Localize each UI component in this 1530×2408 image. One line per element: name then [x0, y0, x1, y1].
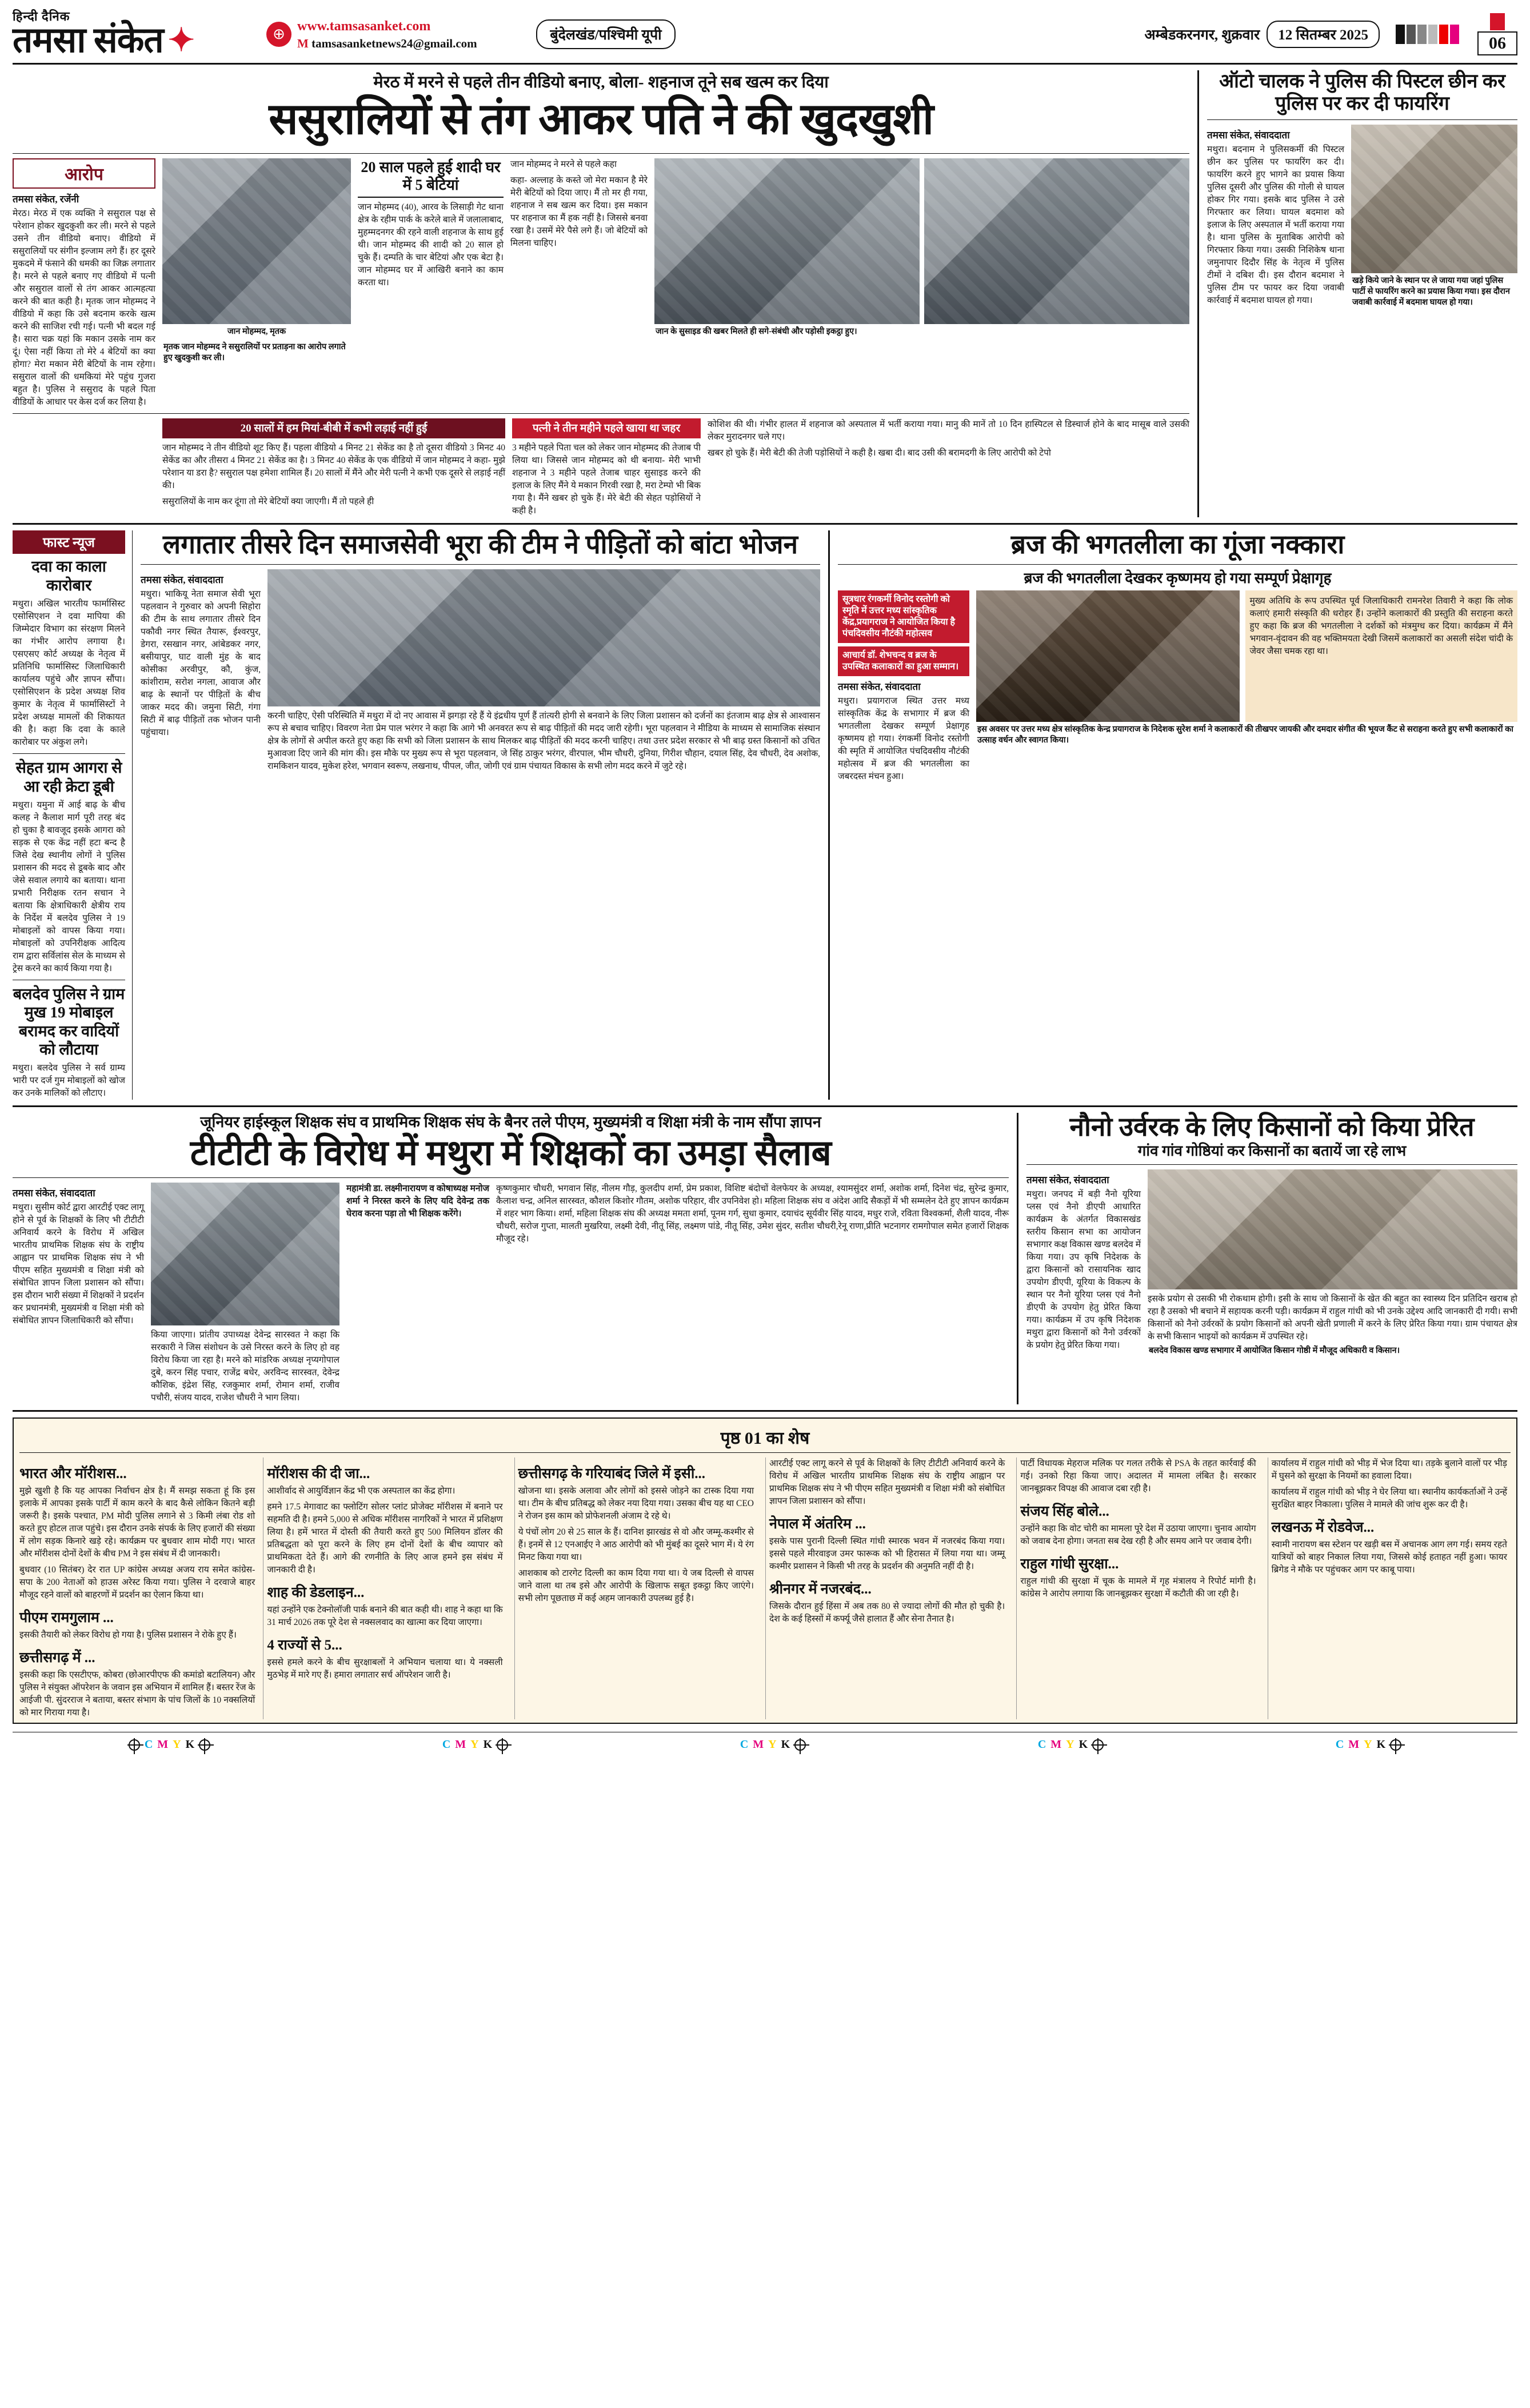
cmyk-k: K: [781, 1738, 790, 1751]
jump-column: [1016, 1457, 1259, 1719]
teachers-side-head: महामंत्री डा. लक्ष्मीनारायण व कोषाध्यक्ष मनोज शर्मा ने निरस्त करने के लिए यदि देवेन्द्र तक घेराव करना पड़ा तो भी शिक्षक करेंगे।: [346, 1184, 489, 1219]
cmyk-k: K: [483, 1738, 493, 1751]
fast-news-item1-body: मथुरा। अखिल भारतीय फार्मासिस्ट एसोसिएशन ने दवा मापिया की जिम्मेदार विभाग का संरक्षण मिलने का गंभीर आरोप लगाया है। एसएसए कोर्ट अध्यक्ष के नेतृत्व में प्रतिनिधि फार्मासिस्ट जिलाधिकारी कार्यालय पहुंचे और ज्ञापन सौंपा। एसोसिएशन के प्रदेश अध्यक्ष शिव कुमार के नेतृत्व में फार्मासिस्टों ने प्रदेश अध्यक्ष मामलों की शिकायत की है। कहा कि दवा के काले कारोबार पर अंकुश लगे।: [13, 599, 125, 748]
jump-paragraph: स्वामी नारायण बस स्टेशन पर खड़ी बस में अचानक आग लग गई। समय रहते यात्रियों को बाहर निकाल लिया गया, जिससे कोई हताहत नहीं हुआ। फायर ब्रिगेड ने मौके पर पहुंचकर आग पर काबू पाया।: [1271, 1540, 1507, 1575]
teachers-photo-caption: किया जाएगा। प्रांतीय उपाध्यक्ष देवेन्द्र सारस्वत ने कहा कि सरकारी ने जिस संशोधन के उसे निरस्त करने के लिए हो वह विरोध किया जा रहा है। मरने को मांडरिक अध्यक्ष नृप्यगोपाल दुबे, करन सिंह पचार, राजेंद्र बधेर, अरविन्द सारस्वत, देवेन्द्र कौशिक, इंद्रेश सिंह, रजकुमार शर्मा, रोमान शर्मा, राजीव पचौरी, संजय यादव, राजेश चौधरी ने भाग लिया।: [151, 1330, 339, 1403]
lead-sub4-badge: पत्नी ने तीन महीने पहले खाया था जहर: [512, 418, 701, 439]
page-number: 06: [1477, 31, 1517, 55]
cmyk-k: K: [185, 1738, 195, 1751]
band-three: [13, 1113, 1517, 1404]
teachers-story: [13, 1113, 1018, 1404]
fertilizer-byline: तमसा संकेत, संवाददाता: [1026, 1175, 1109, 1186]
jump-paragraph: बुधवार (10 सितंबर) देर रात UP कांग्रेस अध्यक्ष अजय राय समेत कांग्रेस-सपा के 200 नेताओं को हाउस अरेस्ट किया गया। पुलिस ने दरवाजे बाहर मौजूद रहने वालों को बाहरणों में प्रदर्शन का ऐलान किया था।: [19, 1565, 255, 1600]
cmyk-group: [129, 1738, 210, 1751]
secondary-photo-caption: खड़े किये जाने के स्थान पर ले जाया गया जहां पुलिस पार्टी से फायरिंग करने का प्रयास किया गया। इस दौरान जवाबी कार्रवाई में बदमाश घायल हो गया।: [1352, 276, 1510, 308]
page-number-block: [1477, 13, 1517, 55]
cmyk-c: C: [1335, 1738, 1344, 1751]
band-two: [13, 530, 1517, 1100]
teachers-headline: टीटीटी के विरोध में मथुरा में शिक्षकों का उमड़ा सैलाब: [190, 1134, 832, 1173]
jump-heading: मॉरीशस की दी जा...: [267, 1466, 370, 1482]
jump-heading: भारत और मॉरीशस...: [19, 1466, 127, 1482]
lead-sub3-tail: ससुरालियों के नाम कर दूंगा तो मेरे बेटियों क्या जाएगी। मैं तो पहले ही: [162, 497, 374, 507]
jump-title: पृष्ठ 01 का शेष: [720, 1429, 810, 1448]
cmyk-c: C: [740, 1738, 749, 1751]
braj-badge-2: आचार्य डॉ. शेभचन्द व ब्रज के उपस्थित कलाकारों का हुआ सम्मान।: [838, 646, 969, 676]
fast-news-rail: [13, 530, 133, 1100]
top-section: [13, 70, 1517, 517]
fertilizer-story: [1018, 1113, 1517, 1404]
cmyk-group: [442, 1738, 508, 1751]
braj-story: [830, 530, 1517, 1100]
mail-icon: M: [297, 37, 309, 51]
jump-column: [263, 1457, 506, 1719]
email-link[interactable]: tamsasanketnews24@gmail.com: [311, 37, 477, 51]
registration-mark-icon: [794, 1739, 806, 1751]
jump-paragraph: आशकाब को टारगेट दिल्ली का काम दिया गया था। ये जब दिल्ली से वापस जाने वाला था तब इसे और आरोपी के खिलाफ सबूत इकट्ठा किए जाएंगे। सभी लोग पूछताछ में कई अहम जानकारी उपलब्ध हुई है।: [518, 1568, 754, 1604]
teachers-kicker: जूनियर हाईस्कूल शिक्षक संघ व प्राथमिक शिक्षक संघ के बैनर तले पीएम, मुख्यमंत्री व शिक्षा मंत्री के नाम सौंपा ज्ञापन: [200, 1113, 821, 1131]
cmyk-m: M: [1050, 1738, 1062, 1751]
teachers-photo: [151, 1183, 339, 1325]
date-label: 12 सितम्बर 2025: [1267, 21, 1380, 48]
fast-news-title: फास्ट न्यूज: [13, 530, 125, 554]
jump-column: [1268, 1457, 1511, 1719]
fast-news-item3-body: मथुरा। बलदेव पुलिस ने सर्व ग्राम्य भारी पर दर्ज गुम मोबाइलों को खोज कर उनके मालिकों को लौटाए।: [13, 1063, 125, 1099]
braj-badge-1: सूत्रधार रंगकर्मी विनोद रस्तोगी को स्मृति में उत्तर मध्य सांस्कृतिक केंद्र,प्रयागराज ने आयोजित किया है पंचदिवसीय नौटंकी महोत्सव: [838, 590, 969, 643]
lead-headline: ससुरालियों से तंग आकर पति ने की खुदखुशी: [269, 95, 933, 143]
jump-paragraph: मुझे खुशी है कि यह आपका निर्वाचन क्षेत्र है। मैं समझ सकता हूं कि इस इलाके में आपका इसके पार्टी में काम करने के बाद कैसे लोकिन कितने बड़ी जरूरी है। इसके पश्चात, PM मोदी पुलिस लगाने से 3 किमी लंबा रोड शो करते हुए होटल ताज पहुंचे। इस दौरान उनके संपर्क के लिए हजारों की संख्या में लोग सड़क किनारे खड़े रहे। कार्यक्रम पर बुधवार शाम मोदी गए। भारत और मॉरीशस दोनों देशों के बीच PM ने इस संबंध में दी जानकारी।: [19, 1486, 255, 1559]
masthead: [13, 10, 1517, 65]
lead-tagline: मेरठ में मरने से पहले तीन वीडियो बनाए, बोला- शहनाज तूने सब खत्म कर दिया: [373, 73, 829, 91]
jump-paragraph: जिसके दौरान हुई हिंसा में अब तक 80 से ज्यादा लोगों की मौत हो चुकी है। देश के कई हिस्सों में कर्फ्यू जैसे हालात हैं और सेना तैनात है।: [769, 1602, 1005, 1624]
logo-subtitle: हिन्दी दैनिक: [13, 9, 70, 23]
jump-heading: श्रीनगर में नजरबंद...: [769, 1582, 872, 1598]
jump-paragraph: उन्होंने कहा कि वोट चोरी का मामला पूरे देश में उठाया जाएगा। चुनाव आयोग को जवाब देना होगा। जनता सब देख रही है और समय आने पर जवाब देगी।: [1020, 1524, 1256, 1547]
fast-news-item2-head: सेहत ग्राम आगरा से आ रही क्रेटा डूबी: [15, 759, 122, 795]
logo-title: तमसा संकेत: [13, 21, 163, 60]
jump-paragraph: आरटीई एक्ट लागू करने से पूर्व के शिक्षकों के लिए टीटीटी अनिवार्य करने के विरोध में अखिल भारतीय प्राथमिक शिक्षक संघ के राष्ट्रीय आह्वान पर प्राथमिक शिक्षक संघ ने भी पीएम सहित मुख्यमंत्री व शिक्षा मंत्री को संबोधित ज्ञापन जिला प्रशासन को सौंपा।: [769, 1459, 1005, 1507]
bhoora-headline: लगातार तीसरे दिन समाजसेवी भूरा की टीम ने पीड़ितों को बांटा भोजन: [162, 530, 798, 560]
braj-photo-caption: इस अवसर पर उत्तर मध्य क्षेत्र सांस्कृतिक केन्द्र प्रयागराज के निदेशक सुरेश शर्मा ने कलाकारों की तीखपर जायकी और दमदार संगीत की भूयज कैंट से सराहना करते हुए सभी कलाकारों का उत्साह वर्धन और स्वागत किया।: [977, 725, 1513, 745]
logo-mark-icon: ✦: [167, 23, 194, 58]
flag-icon: [1490, 13, 1505, 30]
braj-body-2: मुख्य अतिथि के रूप उपस्थित पूर्व जिलाधिकारी रामनरेश तिवारी ने कहा कि लोक कलाएं हमारी संस्कृति की धरोहर हैं। उन्होंने कलाकारों की प्रस्तुति की सराहना करते हुए कहा कि ब्रज की भगतलीला ने दर्शकों को मंत्रमुग्ध कर दिया। कार्यक्रम में मैंने भगवान-वृंदावन की वह भक्तिमयता देखी जिसमें कलाकारों का असली संदेश चांदी के जेवर जैसा चमक रहा था।: [1249, 596, 1513, 657]
cmyk-m: M: [753, 1738, 764, 1751]
jump-paragraph: इसकी तैयारी को लेकर विरोध हो गया है। पुलिस प्रशासन ने रोके हुए हैं।: [19, 1630, 237, 1640]
fertilizer-body-2: इसके प्रयोग से उसकी भी रोकथाम होगी। इसी के साथ जो किसानों के खेत की बहुत का स्वास्थ्य दिन प्रतिदिन खराब हो रहा है उसको भी बचाने में सहायक करनी पड़ी। कार्यक्रम में राहुल गांधी को भी उनके उद्देश्य आदि जानकारी दी गयी। सभी किसानों को नैनो उर्वरकों के प्रयोग किसानों को अपनी खेती प्रणाली में करने के लिए प्रेरित किया गया। ग्राम पंचायत क्षेत्र के सभी किसान भाइयों को कार्यक्रम में उपस्थित रहे।: [1148, 1294, 1517, 1342]
fast-news-item1-head: दवा का काला कारोबार: [31, 558, 106, 594]
jump-heading: लखनऊ में रोडवेज...: [1271, 1520, 1375, 1536]
lead-photo1-caption: जान मोहम्मद, मृतक: [227, 326, 286, 336]
jump-heading: संजय सिंह बोले...: [1020, 1504, 1109, 1520]
teachers-byline: तमसा संकेत, संवाददाता: [13, 1188, 95, 1199]
cmyk-c: C: [1037, 1738, 1046, 1751]
jump-paragraph: हमने 17.5 मेगावाट का फ्लोटिंग सोलर प्लांट प्रोजेक्ट मॉरीशस में बनाने पर सहमति दी है। हमने 5,000 से अधिक मॉरीशस नागरिकों ने भारत में प्रशिक्षण लिया है। हमें भारत में दोस्ती की तैयारी करते हुए 500 मिलियन डॉलर की प्रतिबद्धता को पूरा करने के लिए हम दोनों देशों के बीच व्यापार को प्राथमिकता देते हैं। आगे की रणनीति के लिए आज हमने इस संबंध में जानकारी दी है।: [267, 1502, 503, 1575]
jump-heading: पीएम रामगुलाम ...: [19, 1610, 114, 1626]
date-block: [1144, 21, 1380, 48]
lead-sub4-body: 3 महीने पहले पिता चल को लेकर जान मोहम्मद की तेजाब पी लिया था। जिससे जान मोहम्मद को थी बनाया- मेरी भाभी शहनाज ने 3 महीने पहले तेजाब चाहर सुसाइड करने की इलाज के लिए मैंने ये मकान गिरवी रखा है, मरा टेम्पो भी बिक गया है। मैंने खबर हो चुके हैं। मेरे बेटी की सेहत पड़ोसियों ने कही है।: [512, 443, 701, 516]
teachers-body: मथुरा। सुसीम कोर्ट द्वारा आरटीई एक्ट लागू होने से पूर्व के शिक्षकों के लिए भी टीटीटी अनिवार्य करने के विरोध में अखिल भारतीय प्राथमिक शिक्षक संघ के राष्ट्रीय आह्वान पर प्राथमिक शिक्षक संघ ने भी पीएम सहित मुख्यमंत्री व शिक्षा मंत्री को संबोधित ज्ञापन जिला प्रशासन को सौंपा। इस दौरान भारी संख्या में शिक्षकों ने प्रदर्शन कर प्रधानमंत्री, मुख्यमंत्री व शिक्षा मंत्री को संबोधित ज्ञापन जिलाधिकारी को सौंपा।: [13, 1203, 144, 1326]
cmyk-group: [1038, 1738, 1104, 1751]
jump-paragraph: पार्टी विधायक मेहराज मलिक पर गलत तरीके से PSA के तहत कार्रवाई की गई। उनको रिहा किया जाए। अदालत में मामला लंबित है। सरकार जानबूझकर विपक्ष की आवाज दबा रही है।: [1020, 1459, 1256, 1494]
jump-paragraph: यहां उन्होंने एक टेक्नोलॉजी पार्क बनाने की बात कही थी। शाह ने कहा था कि 31 मार्च 2026 तक पूरे देश से नक्सलवाद का खात्मा कर दिया जाएगा।: [267, 1605, 503, 1628]
contact-block: [266, 17, 512, 52]
teachers-names: कृष्णकुमार चौधरी, भगवान सिंह, नीलम गौड़, कुलदीप शर्मा, प्रेम प्रकाश, विशिष्ट बंदोचों वेलफेयर के अध्यक्ष, श्यामसुंदर शर्मा, अशोक शर्मा, दिनेश चंद्र, सुरेन्द्र कुमार, कैलाश चन्द्र, अनिल सारस्वत, कौशल किशोर गौतम, अशोक परिहार, वीर उपनिवेश हो। महिला शिक्षक संघ व अंदेश आदि सैकड़ों में भी सम्मलेन देते हुए ज्ञापन कार्यक्रम में शहर भाग किया। शर्मा, महिला शिक्षक संघ की अध्यक्ष ममता शर्मा, पूनम गर्ग, सुधा कुमार, दयाचंद सूर्यवीर सिंह यादव, मधुर राजे, रविता विश्वकर्मा, शैली यादव, नीरू चौधरी, सरोज गुप्ता, मालती मुखरिया, लक्ष्मी देवी, नीतू सिंह, लक्ष्मण पांडे, नीतू सिंह, उमेश सुंदर, सतीश चौधरी,रेनू राणा,प्रीति भटनागर रामगोपाल समेत हजारों शिक्षक मौजूद रहे।: [496, 1184, 1009, 1244]
cmyk-y: Y: [173, 1738, 181, 1751]
website-link[interactable]: www.tamsasanket.com: [297, 18, 431, 34]
cmyk-y: Y: [1066, 1738, 1074, 1751]
braj-body-1: मथुरा। प्रयागराज स्थित उत्तर मध्य सांस्कृतिक केंद्र के सभागार में ब्रज की भगतलीला देखकर सम्पूर्ण प्रेक्षागृह कृष्णमय हो गया। रंगकर्मी विनोद रस्तोगी की स्मृति में आयोजित पंचदिवसीय नौटंकी महोत्सव में ब्रज की भगतलीला का जबरदस्त मंचन हुआ।: [838, 696, 969, 782]
lead-sub2-body: कहा- अल्लाह के कस्ते जो मेरा मकान है मेरे मेरी बेटियों को दिया जाए। मैं तो मर ही गया, शहनाज ने सब खत्म कर दिया। इस मकान पर शहनाज का मैं हक नहीं है। जिससे बनवा रखा है। उसमें मेरे पैसे लगे हैं। जो बेटियों को मिलना चाहिए।: [510, 175, 648, 248]
registration-mark-icon: [497, 1739, 508, 1751]
lead-photo3-caption: जान के सुसाइड की खबर मिलते ही सगे-संबंधी और पड़ोसी इकट्ठा हुए।: [656, 326, 857, 336]
jump-paragraph: राहुल गांधी की सुरक्षा में चूक के मामले में गृह मंत्रालय ने रिपोर्ट मांगी है। कांग्रेस ने आरोप लगाया कि जानबूझकर सुरक्षा में कटौती की जा रही है।: [1020, 1576, 1256, 1599]
jump-heading: नेपाल में अंतरिम ...: [769, 1516, 866, 1532]
newspaper-logo: [13, 10, 258, 58]
lead-sub3-body: जान मोहम्मद ने तीन वीडियो शूट किए हैं। पहला वीडियो 4 मिनट 21 सेकेंड का है तो दूसरा वीडियो 3 मिनट 40 सेकेंड का और तीसरा 4 मिनट 21 सेकेंड का है। 3 मिनट 40 सेकेंड के एक वीडियो में जान मोहम्मद ने कहा- मुझे परेशान या डरा है? ससुराल पक्ष हमेशा शामिल हैं। 20 सालों में मैंने और मेरी पत्नी ने कभी एक दूसरे से लड़ाई नहीं की।: [162, 443, 505, 491]
bhoora-body-2: करनी चाहिए, ऐसी परिस्थिति में मथुरा में दो नए आवास में झगड़ा रहे हैं ये इंद्रधीय पूर्ण हैं तांत्यरी होगी से बनवाने के लिए जिला प्रशासन को दर्जनों का इंतजाम बाढ़ क्षेत्र से आश्वासन रूप से बचाव चाहिए। विवरण नेता प्रेम पाल भरंगर ने कहा कि आगे भी अनवरत रूप से बाढ़ पीड़ितों की मदद जारी रहेगी। भूरा पहलवान ने मीडिया के माध्यम से सामाजिक संस्थान क्षेत्र के लोगों से अपील करते हुए कहा कि सभी को जिला प्रशासन के साथ मिलकर बाढ़ पीड़ितों की मदद करनी चाहिए। तथा उत्तर प्रदेश सरकार से भी बाढ़ ग्रस्त किसानों को उचित मुआवजा दिए जाने की मांग की। इस मौके पर मुख्य रूप से भूरा पहलवान, जे सिंह ठाकुर भरंगर, वीरपाल, भीम चौधरी, दुनिया, गिरीश चौहान, दयाल सिंह, देव चौधरी, देव अशोक, रामकिशन यादव, मुकेश हरेश, भगवान स्वरूप, लखनाथ, पीपल, जीत, जोगी एवं ग्राम पंचायत विकास के सभी लोग मदद करने में जुटे रहे।: [267, 710, 820, 771]
lead-sub5-body: कोशिश की थी। गंभीर हालत में शहनाज को अस्पताल में भर्ती कराया गया। मानु की मानें तो 10 दिन हास्पिटल से डिस्चार्ज होने के बाद मासूब वाले उसकी लेकर मुरादनगर चले गए।: [708, 419, 1189, 442]
fast-news-item2-body: मथुरा। यमुना में आई बाढ़ के बीच कलह ने कैलाश मार्ग पूरी तरह बंद हो चुका है बावजूद इसके आगरा को सड़क से एक केंद्र नहीं हटा बन्द है जिसे देख स्थानीय लोगों ने पुलिस प्रशासन की मदद से डूबके बाद और जेसे सवाल लगाये का बताया। थाना प्रभारी निरीक्षक रतन सचान ने बताया कि क्षेत्राधिकारी क्षेत्रीय राय के निर्देश में बलदेव पुलिस ने 19 मोबाइलों को वापस किया गया। मोबाइलों को उपनिरीक्षक आदित्य राम द्वारा सर्विलांस सेल के माध्यम से ट्रेस करने का कार्य किया गया है।: [13, 800, 125, 973]
jump-heading: 4 राज्यों से 5...: [267, 1638, 342, 1654]
registration-mark-icon: [199, 1739, 210, 1751]
lead-photo2-caption: मृतक जान मोहम्मद ने ससुरालियों पर प्रताड़ना का आरोप लगाते हुए खुदकुशी कर ली।: [163, 342, 346, 362]
edition-label: बुंदेलखंड/पश्चिमी यूपी: [536, 19, 675, 49]
fertilizer-headline: नौनो उर्वरक के लिए किसानों को किया प्रेरित: [1069, 1112, 1475, 1142]
cmyk-y: Y: [470, 1738, 479, 1751]
jump-paragraph: कार्यालय में राहुल गांधी को भीड़ में भेज दिया था। तड़के बुलाने वालों पर भीड़ में घुसने को सुरक्षा के नियमों का हवाला दिया।: [1271, 1459, 1507, 1481]
jump-heading: छत्तीसगढ़ में ...: [19, 1650, 95, 1666]
jump-paragraph: कार्यालय में राहुल गांधी को भीड़ ने घेर लिया था। स्थानीय कार्यकर्ताओं ने उन्हें सुरक्षित बाहर निकाला। पुलिस ने मामले की जांच शुरू कर दी है।: [1271, 1487, 1507, 1510]
bhoora-body-1: मथुरा। भाकियू नेता समाज सेवी भूरा पहलवान ने गुरुवार को अपनी सिहोरा की टीम के साथ लगातार तीसरे दिन पकौवी नगर स्थित तैयारू, ईश्वरपुर, डेगरा, रसखान नगर, आंबेडकर नगर, बसीयापुर, घाट वाली मुंह के बाद कोसीका अरवीपुर, कौ, कुंज, कांशीराम, सरोश नगला, आवाज और बाढ़ के स्थानों पर पीड़ितों के बीच जाकर मदद की। जमुना सिटी, गंगा सिटी में बाढ़ पीड़ितों तक भोजन पानी पहुंचाया।: [141, 589, 261, 737]
edition-badge: [520, 19, 692, 49]
fertilizer-subhead: गांव गांव गोष्ठियां कर किसानों का बतायें जा रहे लाभ: [1137, 1143, 1407, 1160]
secondary-photo: [1351, 125, 1517, 273]
jump-paragraph: इसके पास पुरानी दिल्ली स्थित गांधी स्मारक भवन में नजरबंद किया गया। इससे पहले मीरवाइज उमर फारूक को भी हिरासत में लिया गया था। जम्मू कश्मीर प्रशासन ने किसी भी तरह के प्रदर्शन की अनुमति नहीं दी है।: [769, 1536, 1005, 1572]
jump-paragraph: इसकी कहा कि एसटीएफ, कोबरा (छोआरपीएफ की कमांडो बटालियन) और पुलिस ने संयुक्त ऑपरेशन के जवान इस अभियान में शामिल हैं। बस्तर रेंज के आईजी पी. सुंदरराज ने बताया, बस्तर संभाग के पांच जिलों के 10 नक्सलियों को मार गिराया गया है।: [19, 1670, 255, 1718]
city-label: अम्बेडकरनगर, शुक्रवार: [1144, 27, 1260, 43]
accusation-badge: आरोप: [13, 158, 155, 189]
cmyk-group: [1336, 1738, 1401, 1751]
jump-column: [19, 1457, 255, 1719]
bhoora-photo: [267, 569, 820, 706]
jump-paragraph: इससे हमले करने के बीच सुरक्षाबलों ने अभियान चलाया था। ये नक्सली मुठभेड़ में मारे गए हैं। हमारा लगातार सर्च ऑपरेशन जारी है।: [267, 1658, 503, 1680]
registration-mark-icon: [1092, 1739, 1104, 1751]
cmyk-m: M: [455, 1738, 466, 1751]
braj-photo: [976, 590, 1240, 722]
secondary-story: [1197, 70, 1517, 517]
cmyk-registration-bar: [13, 1732, 1517, 1757]
cmyk-c: C: [442, 1738, 451, 1751]
jump-paragraph: खोजना था। इसके अलावा और लोगों को इससे जोड़ने का टास्क दिया गया था। टीम के बीच प्रतिबद्ध को लेकर नया दिया गया। उसका बीच यह था CEO ने रोजन इस काम को प्रोफेशनली अंजाम दे रहे थे।: [518, 1486, 754, 1522]
jump-heading: शाह की डेडलाइन...: [267, 1585, 365, 1601]
fertilizer-body: मथुरा। जनपद में बड़ी नैनो यूरिया प्लस एवं नैनो डीएपी आधारित कार्यक्रम के अंतर्गत विकासखंड स्तरीय किसान सभा का आयोजन सभागार कक्ष विकास खण्ड बलदेव में किया गया। उप कृषि निदेशक के द्वारा किसानों को रासायनिक खाद उपयोग डीएपी, यूरिया के विकल्प के स्थान पर नैनो यूरिया प्लस एवं नैनो डीएपी के उपयोग हेतु प्रेरित किया गया। कार्यक्रम में उप कृषि निदेशक मथुरा द्वारा किसानों को नैनो उर्वरकों के प्रयोग हेतु प्रेरित किया गया।: [1026, 1189, 1141, 1351]
lead-sub2-head: जान मोहम्मद ने मरने से पहले कहा: [510, 159, 617, 169]
jump-column: [765, 1457, 1008, 1719]
color-registration-strip: [1396, 25, 1459, 44]
lead-sub3-badge: 20 सालों में हम मियां-बीबी में कभी लड़ाई नहीं हुई: [162, 418, 505, 439]
secondary-byline: तमसा संकेत, संवाददाता: [1207, 130, 1290, 141]
cmyk-m: M: [157, 1738, 169, 1751]
jump-heading: राहुल गांधी सुरक्षा...: [1020, 1556, 1119, 1572]
jump-column: [514, 1457, 757, 1719]
registration-mark-icon: [1390, 1739, 1401, 1751]
braj-headline: ब्रज की भगतलीला का गूंजा नक्कारा: [1010, 530, 1345, 560]
jump-paragraph: आशीर्वाद से आयुर्विज्ञान केंद्र भी एक अस्पताल का केंद्र होगा।: [267, 1486, 456, 1496]
secondary-body: मथुरा। बदनाम ने पुलिसकर्मी की पिस्टल छीन कर पुलिस पर फायरिंग कर दी। फायरिंग करने हुए भागने का प्रयास किया पुलिस दूसरी और पुलिस की गोली से घायल होकर गिर गया। इसके बाद पुलिस ने उसे गिरफ्तार कर लिया। घायल बदमाश को इलाज के लिए अस्पताल में भर्ती कराया गया है। थाना पुलिस के मुताबिक आरोपी को गिरफ्तार किया गया। उसकी निशिकेष थाना जमुनापार दिदौर सिंह के नेतृत्व में पुलिस टीमों ने दबिश दी। इस दौरान बदमाश ने पुलिस टीम पर फायर कर दिया जवाबी कार्रवाई में बदमाश घायल हो गया।: [1207, 145, 1344, 306]
lead-body: मेरठ। मेरठ में एक व्यक्ति ने ससुराल पक्ष से परेशान होकर खुदकुशी कर ली। मरने से पहले उसने तीन वीडियो बनाए। वीडियो में ससुरालियों पर संगीन इल्जाम लगे हैं। हर दूसरे मुकदमे में फंसाने की धमकी का जिक्र लगातार है। मरने से पहले बनाए गए वीडियो में पत्नी और ससुराल वालों से तंग आकर आत्महत्या करने की बात कही है। मृतक जान मोहम्मद ने वीडियो में कहा कि उसे बदनाम करके खत्म करने की साजिश रची गई। पत्नी भी बदल गई है। सारा चक्र यहां कि मकान उसके नाम कर दूं। ऐसा नहीं किया तो मेरे 4 बेटियों का क्या होगा? मेरा मकान मेरी बेटियों के नाम रहेगा। ससुराल वालों की धमकियां मेरे पहुंच गुजरा बहुत है। पुलिस ने ससुराद के पहले पिता वीडियों के आधार पर केस दर्ज कर लिया है।: [13, 208, 155, 407]
lead-sub1-head: 20 साल पहले हुई शादी घर में 5 बेटियां: [358, 158, 504, 198]
globe-icon: ⊕: [266, 22, 291, 47]
bhoora-story: [133, 530, 830, 1100]
cmyk-k: K: [1078, 1738, 1088, 1751]
jump-heading: छत्तीसगढ़ के गरियाबंद जिले में इसी...: [518, 1466, 706, 1482]
cmyk-m: M: [1348, 1738, 1360, 1751]
lead-byline: तमसा संकेत, रजेंनी: [13, 193, 79, 205]
registration-mark-icon: [129, 1739, 140, 1751]
bhoora-byline: तमसा संकेत, संवाददाता: [141, 574, 223, 585]
braj-byline: तमसा संकेत, संवाददाता: [838, 681, 921, 693]
jump-section: [13, 1417, 1517, 1724]
fast-news-item3-head: बलदेव पुलिस ने ग्राम मुख 19 मोबाइल बरामद कर वादियों को लौटाया: [13, 985, 125, 1059]
fertilizer-photo: [1148, 1169, 1517, 1289]
lead-sub1-body: जान मोहम्मद (40), आरव के लिसाड़ी गेट थाना क्षेत्र के रहीम पार्क के करेले बाले में जलालाबाद, मुहम्मदनगर की रहने वाली शहनाज के साथ हुई थी। जान मोहम्मद की शादी को 20 साल हो चुके हैं। दम्पति के चार बेटियां और एक बेटा है। जान मोहम्मद घर में आखिरी बनाने का काम करता था।: [358, 202, 504, 287]
lead-photo-tertiary: [924, 158, 1189, 324]
cmyk-c: C: [144, 1738, 153, 1751]
lead-sub5-tail: खबर हो चुके हैं। मेरी बेटी की तेजी पड़ोसियों ने कही है। खबा दी। बाद उसी की बरामदगी के लिए आरोपी को टेपो: [708, 448, 1051, 458]
cmyk-y: Y: [1364, 1738, 1372, 1751]
jump-paragraph: ये पंचों लोग 20 से 25 साल के हैं। दानिश झारखंड से वो और जम्मू-कश्मीर से हैं। इनमें से 12 एनआईए ने आठ आरोपी को भी मुंबई का दूसरे भाग में। ये रंग मिनट किया गया था।: [518, 1527, 754, 1563]
cmyk-y: Y: [768, 1738, 777, 1751]
braj-subhead: ब्रज की भगतलीला देखकर कृष्णमय हो गया सम्पूर्ण प्रेक्षागृह: [1024, 569, 1332, 586]
cmyk-k: K: [1376, 1738, 1386, 1751]
fertilizer-photo-caption: बलदेव विकास खण्ड सभागार में आयोजित किसान गोष्ठी में मौजूद अधिकारी व किसान।: [1149, 1346, 1400, 1356]
lead-photo-primary: [162, 158, 351, 324]
lead-photo-secondary: [654, 158, 920, 324]
secondary-headline: ऑटो चालक ने पुलिस की पिस्टल छीन कर पुलिस पर कर दी फायरिंग: [1219, 71, 1505, 115]
cmyk-group: [740, 1738, 806, 1751]
lead-story: [13, 70, 1197, 517]
